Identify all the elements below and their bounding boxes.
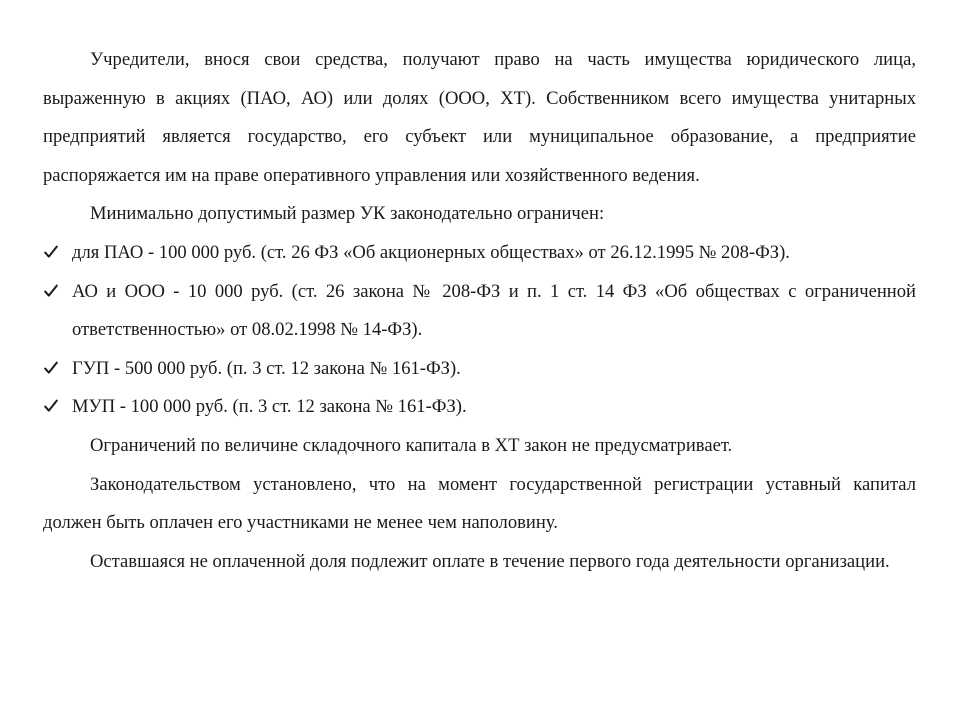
list-item-text: МУП - 100 000 руб. (п. 3 ст. 12 закона № 161-ФЗ). xyxy=(72,396,467,418)
list-item-text: ГУП - 500 000 руб. (п. 3 ст. 12 закона № 161-ФЗ). xyxy=(72,357,461,379)
paragraph-minimum-capital: Минимально допустимый размер УК законодательно ограничен: xyxy=(90,203,605,225)
check-mark-icon xyxy=(43,273,59,311)
list-item xyxy=(43,234,916,273)
paragraph-remaining-share: Оставшаяся не оплаченной доля подлежит оплате в течение первого года деятельности организации. xyxy=(90,550,890,572)
document-body xyxy=(43,41,916,581)
list-item xyxy=(43,350,916,389)
paragraph-registration-payment: Законодательством установлено, что на момент государственной регистрации уставный капитал должен быть оплачен его участниками не менее чем наполовину. xyxy=(43,473,916,534)
list-item xyxy=(43,388,916,427)
list-item-text: для ПАО - 100 000 руб. (ст. 26 ФЗ «Об акционерных обществах» от 26.12.1995 № 208-ФЗ). xyxy=(72,241,790,263)
paragraph-partnership-capital: Ограничений по величине складочного капитала в ХТ закон не предусматривает. xyxy=(90,434,733,456)
capital-requirements-list xyxy=(43,234,916,427)
list-item-text: АО и ООО - 10 000 руб. (ст. 26 закона № 208-ФЗ и п. 1 ст. 14 ФЗ «Об обществах с ограниченной ответственностью» от 08.02.1998 № 14-ФЗ). xyxy=(72,280,916,341)
paragraph-founders: Учредители, внося свои средства, получают право на часть имущества юридического лица, выраженную в акциях (ПАО, АО) или долях (ООО, ХТ). Собственником всего имущества унитарных предприятий является государство, его субъект или муниципальное образование, а предприятие распоряжается им на праве оперативного управления или хозяйственного ведения. xyxy=(43,49,916,186)
list-item xyxy=(43,273,916,350)
check-mark-icon xyxy=(43,388,59,426)
check-mark-icon xyxy=(43,350,59,388)
check-mark-icon xyxy=(43,234,59,272)
